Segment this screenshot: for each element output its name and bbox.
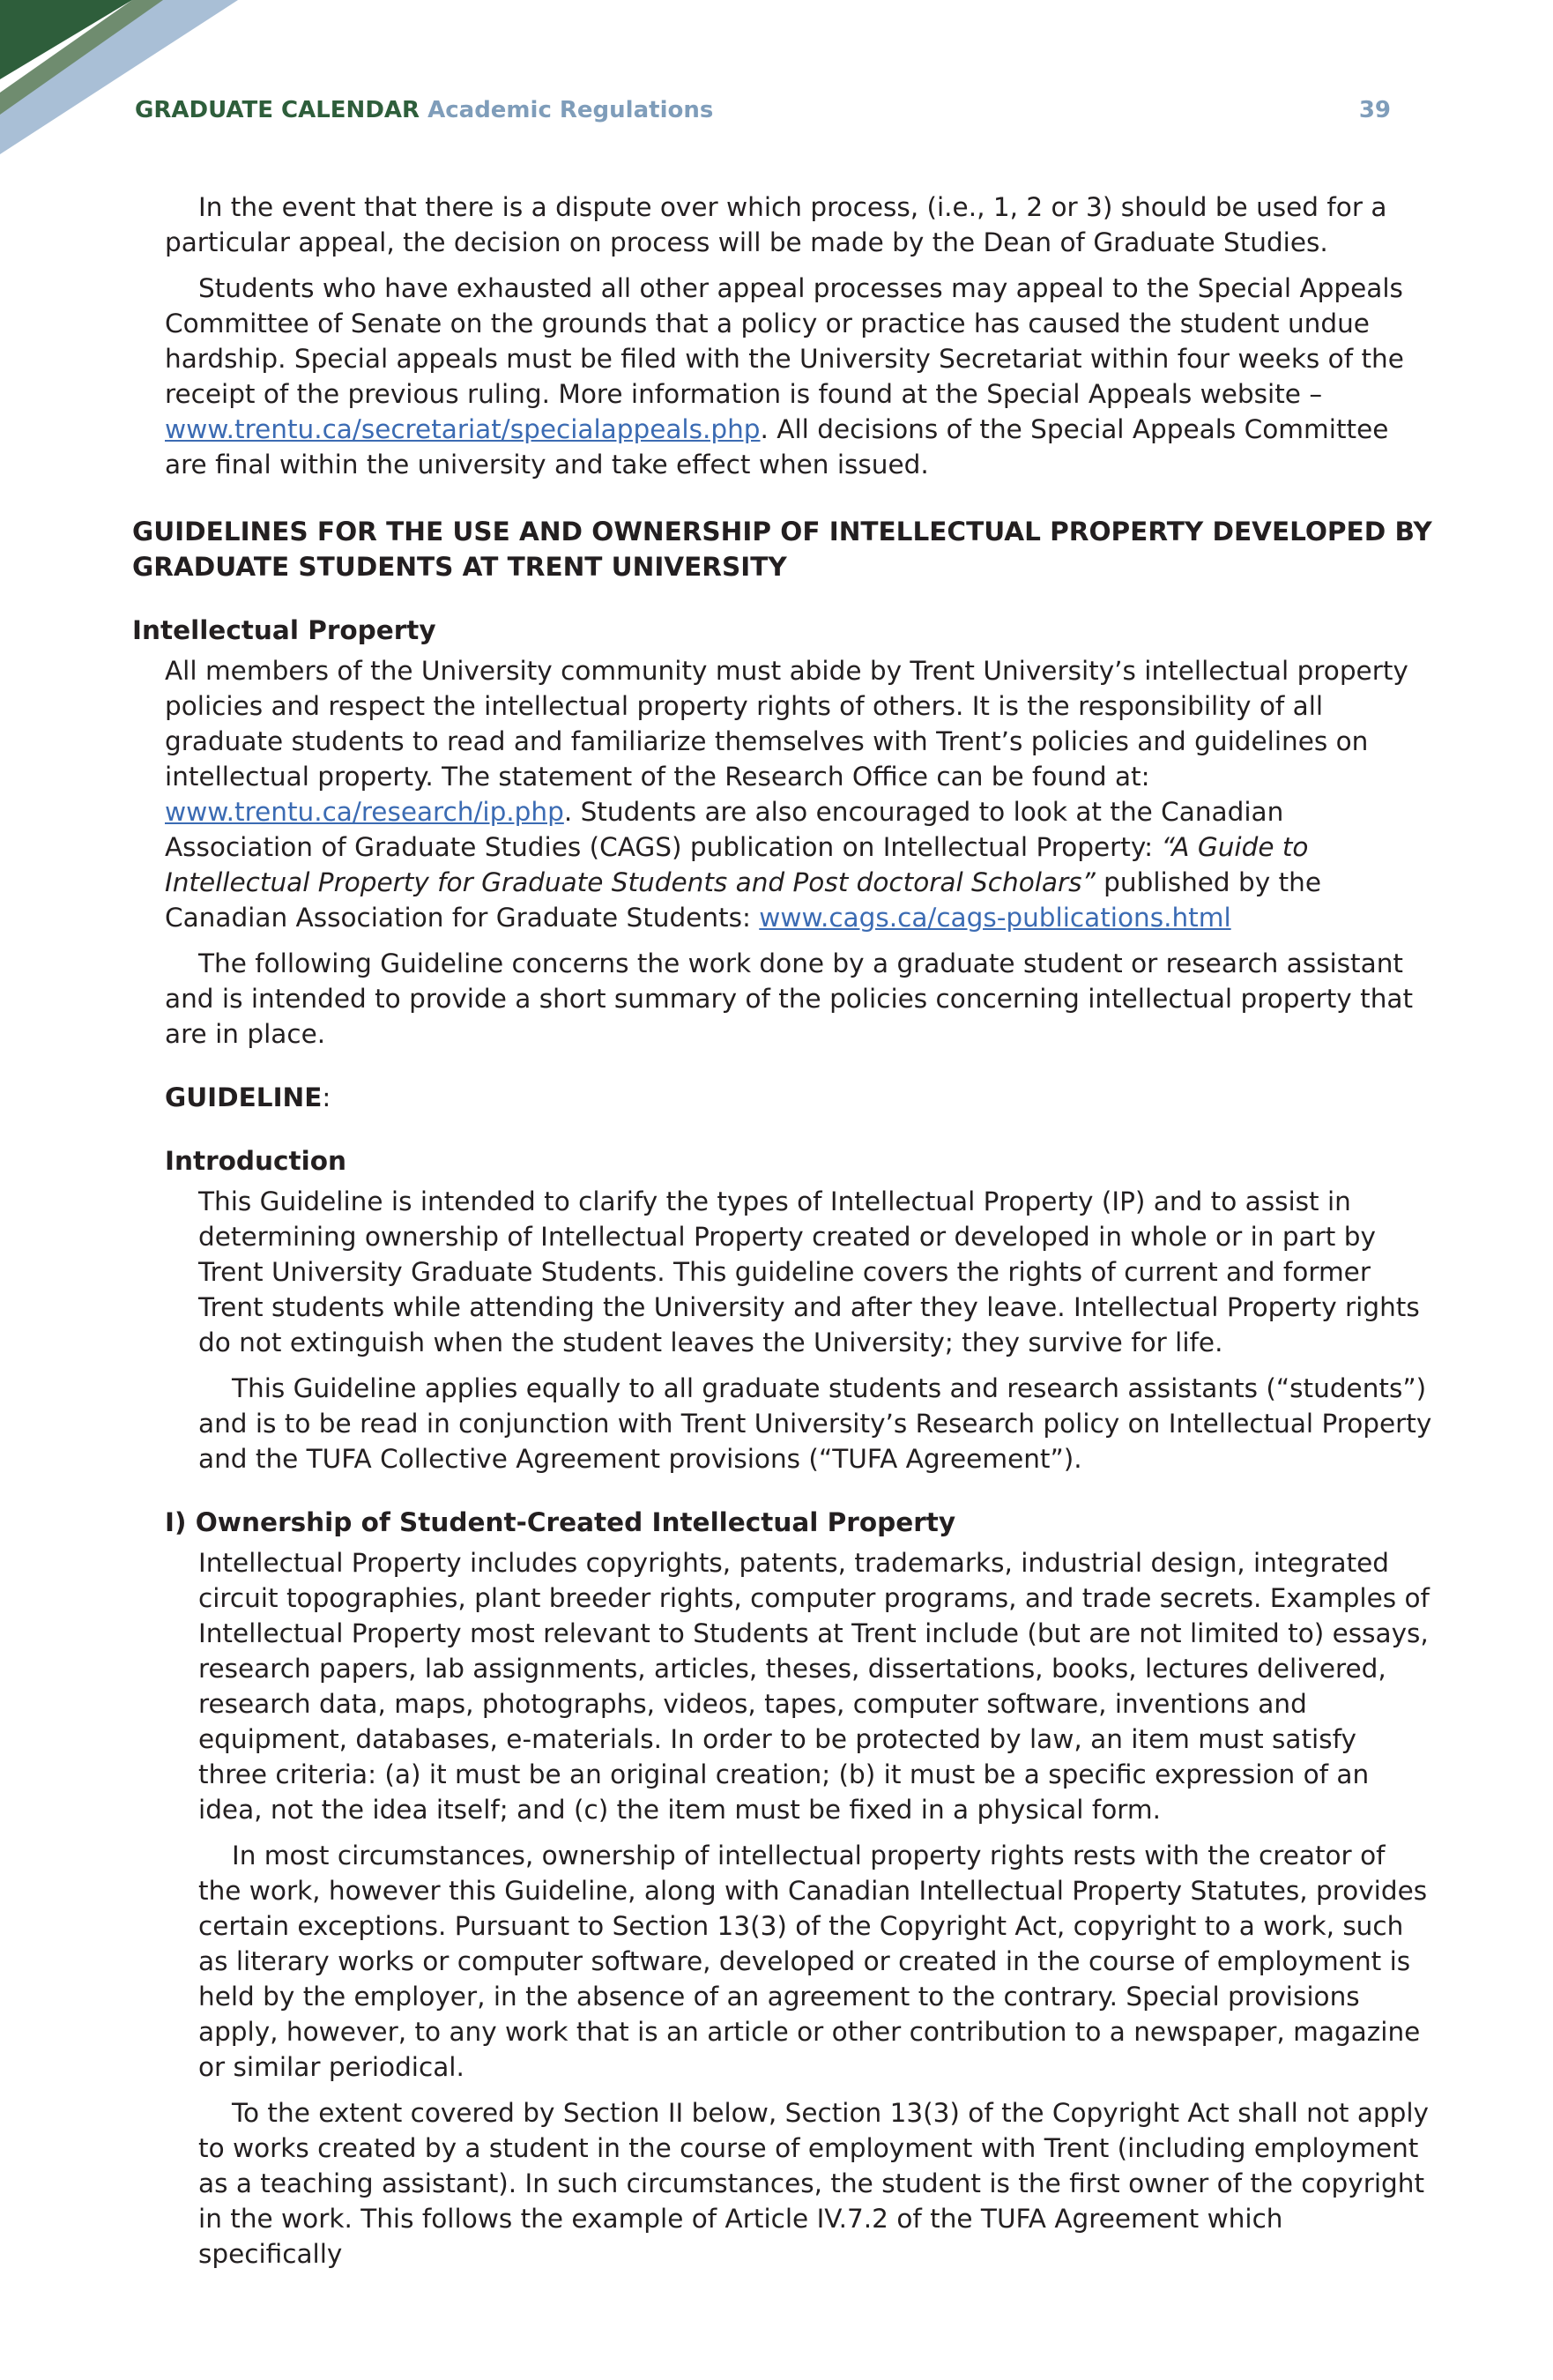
paragraph-ownership-1: Intellectual Property includes copyrights, patents, trademarks, industrial design, integrated circuit topographies, plant breeder rights, computer programs, and trade secrets. Examples of Intellectual Property most relevant to Students at Trent include (but are not limited to) essays, research papers, lab assignments, articles, theses, dissertations, books, lectures delivered, research data, maps, photographs, videos, tapes, computer software, inventions and equipment, databases, e-materials. In order to be protected by law, an item must satisfy three criteria: (a) it must be an original creation; (b) it must be a specific expression of an idea, not the idea itself; and (c) the item must be fixed in a physical form. bbox=[198, 1548, 1430, 1825]
heading-guideline bbox=[0, 1080, 1553, 1115]
calendar-label: GRADUATE CALENDAR bbox=[135, 97, 420, 123]
heading-ownership: I) Ownership of Student-Created Intellectual Property bbox=[165, 1507, 956, 1537]
guideline-colon: : bbox=[322, 1082, 331, 1112]
guide-title: “A Guide to Intellectual Property for Graduate Students and Post doctoral Scholars” bbox=[165, 832, 1309, 897]
cags-publications-link[interactable]: www.cags.ca/cags-publications.html bbox=[759, 903, 1231, 933]
ip-after-text: published by the Canadian Association for Graduate Students: bbox=[165, 867, 1322, 933]
section-label: Academic Regulations bbox=[427, 97, 714, 123]
page-header bbox=[135, 97, 1391, 132]
special-appeals-after: . All decisions of the Special Appeals Committee are final within the university and take effect when issued. bbox=[165, 414, 1389, 480]
paragraph-following-guideline: The following Guideline concerns the work done by a graduate student or research assistant and is intended to provide a short summary of the policies concerning intellectual property that are in place. bbox=[165, 948, 1414, 1049]
heading-guidelines: GUIDELINES FOR THE USE AND OWNERSHIP OF INTELLECTUAL PROPERTY DEVELOPED BY GRADUATE STUDENTS AT TRENT UNIVERSITY bbox=[132, 517, 1432, 582]
ip-mid-text: . Students are also encouraged to look at the Canadian Association of Graduate Studies (CAGS) publication on Intellectual Property: bbox=[165, 797, 1284, 862]
paragraph-special-appeals bbox=[0, 271, 1434, 482]
research-ip-link[interactable]: www.trentu.ca/research/ip.php bbox=[165, 797, 564, 827]
paragraph-ownership-2: In most circumstances, ownership of intellectual property rights rests with the creator of the work, however this Guideline, along with Canadian Intellectual Property Statutes, provides certain exceptions. Pursuant to Section 13(3) of the Copyright Act, copyright to a work, such as literary works or computer software, developed or created in the course of employment is held by the employer, in the absence of an agreement to the contrary. Special provisions apply, however, to any work that is an article or other contribution to a newspaper, magazine or similar periodical. bbox=[198, 1841, 1428, 2082]
page-content bbox=[0, 190, 1553, 2272]
heading-intellectual-property: Intellectual Property bbox=[132, 615, 436, 645]
heading-introduction: Introduction bbox=[165, 1146, 346, 1176]
paragraph-ownership-3: To the extent covered by Section II below, Section 13(3) of the Copyright Act shall not apply to works created by a student in the course of employment with Trent (including employment as a teaching assistant). In such circumstances, the student is the first owner of the copyright in the work. This follows the example of Article IV.7.2 of the TUFA Agreement which specifically bbox=[198, 2098, 1430, 2269]
paragraph-intro-2: This Guideline applies equally to all graduate students and research assistants (“students”) and is to be read in conjunction with Trent University’s Research policy on Intellectual Property and the TUFA Collective Agreement provisions (“TUFA Agreement”). bbox=[198, 1373, 1432, 1474]
page-number: 39 bbox=[1358, 97, 1391, 123]
special-appeals-text: Students who have exhausted all other appeal processes may appeal to the Special Appeals Committee of Senate on the grounds that a policy or practice has caused the student undue hardship. Special appeals must be filed with the University Secretariat within four weeks of the receipt of the previous ruling. More information is found at the Special Appeals website – bbox=[165, 273, 1404, 409]
paragraph-dispute: In the event that there is a dispute over which process, (i.e., 1, 2 or 3) should be used for a particular appeal, the decision on process will be made by the Dean of Graduate Studies. bbox=[165, 192, 1387, 257]
special-appeals-link[interactable]: www.trentu.ca/secretariat/specialappeals.php bbox=[165, 414, 761, 444]
paragraph-intro-1: This Guideline is intended to clarify the types of Intellectual Property (IP) and to assist in determining ownership of Intellectual Property created or developed in whole or in part by Trent University Graduate Students. This guideline covers the rights of current and former Trent students while attending the University and after they leave. Intellectual Property rights do not extinguish when the student leaves the University; they survive for life. bbox=[198, 1186, 1420, 1357]
ip-text: All members of the University community must abide by Trent University’s intellectual property policies and respect the intellectual property rights of others. It is the responsibility of all graduate students to read and familiarize themselves with Trent’s policies and guidelines on intellectual property. The statement of the Research Office can be found at: bbox=[165, 656, 1408, 792]
paragraph-ip-policies bbox=[0, 653, 1434, 935]
guideline-label: GUIDELINE bbox=[165, 1082, 323, 1112]
